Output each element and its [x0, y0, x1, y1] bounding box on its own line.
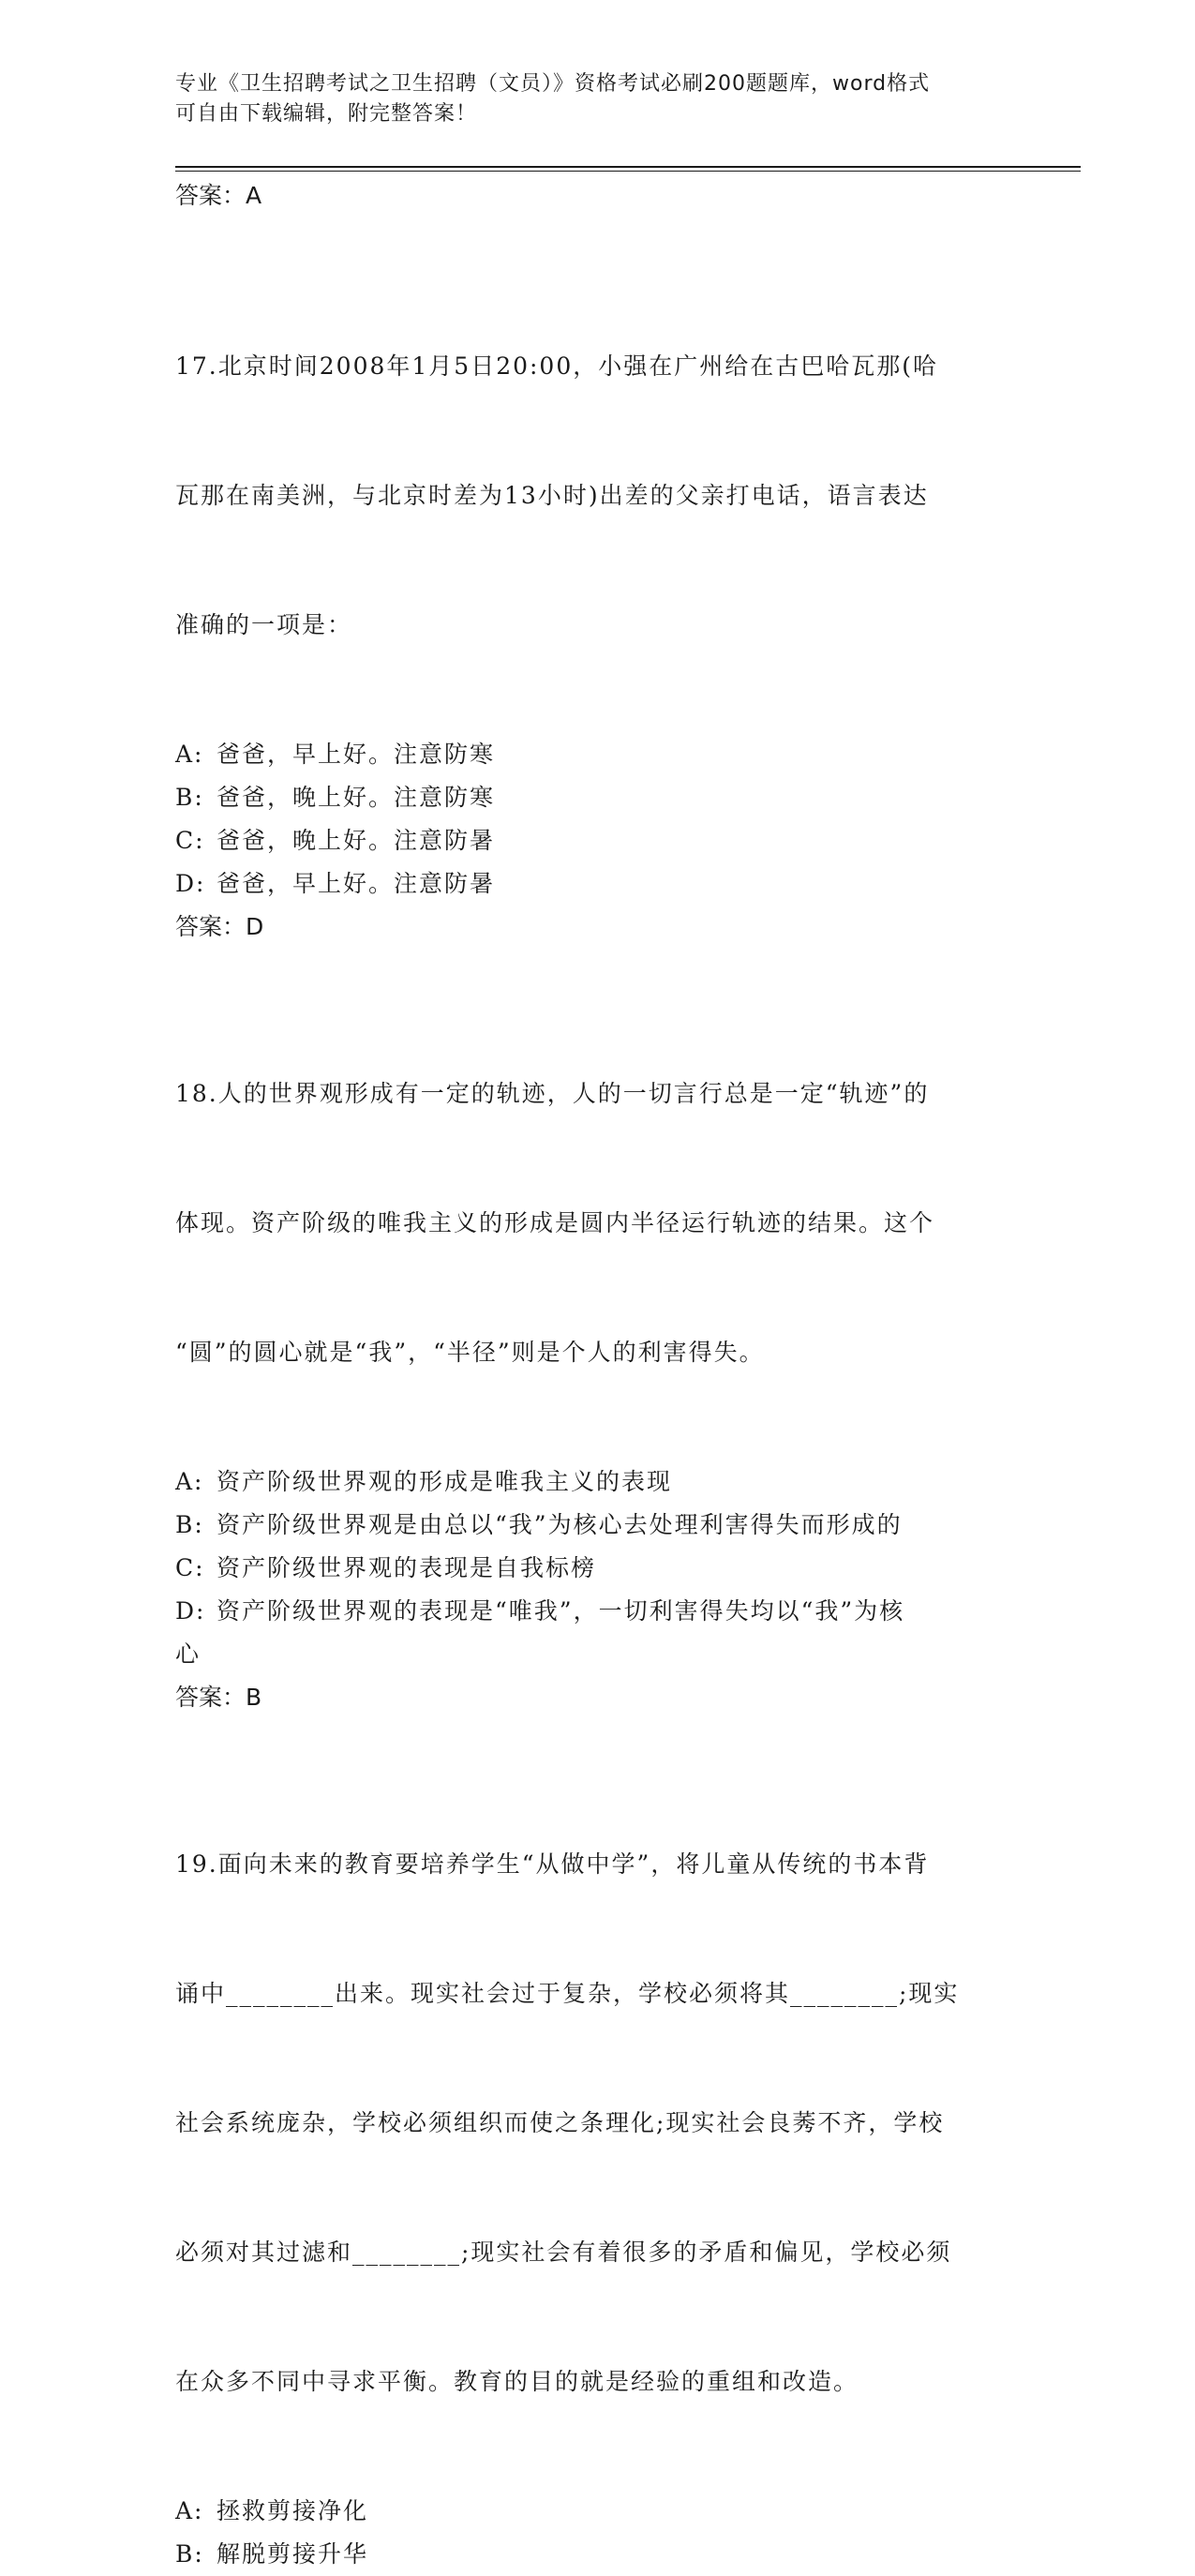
answer: 答案：D	[175, 913, 264, 940]
option-letter: D:	[175, 1597, 206, 1625]
question-text	[175, 1757, 1000, 2490]
option-b	[175, 2533, 1000, 2576]
question-line: 在众多不同中寻求平衡。教育的目的就是经验的重组和改造。	[175, 2368, 859, 2395]
option-text: 爸爸，早上好。注意防暑	[217, 870, 496, 897]
question-line: 17.北京时间2008年1月5日20:00，小强在广州给在古巴哈瓦那(哈	[175, 352, 938, 380]
question-18	[175, 986, 1000, 1719]
option-d-continuation: 心	[175, 1640, 202, 1668]
question-17	[175, 259, 1000, 949]
question-text	[175, 259, 1000, 733]
answer: 答案：B	[175, 1684, 262, 1711]
previous-answer: 答案：A	[175, 182, 262, 209]
question-line: 社会系统庞杂，学校必须组织而使之条理化;现实社会良莠不齐，学校	[175, 2109, 945, 2136]
option-c	[175, 1547, 1000, 1590]
option-letter: D:	[175, 870, 206, 897]
option-letter: A:	[175, 2497, 204, 2524]
header-line-1: 专业《卫生招聘考试之卫生招聘（文员）》资格考试必刷200题题库，word格式	[175, 72, 931, 96]
header-rule-thin	[175, 171, 1081, 172]
option-b	[175, 776, 1000, 819]
option-text: 资产阶级世界观是由总以“我”为核心去处理利害得失而形成的	[217, 1511, 903, 1538]
option-letter: B:	[175, 784, 204, 811]
question-line: 准确的一项是：	[175, 611, 353, 638]
option-letter: A:	[175, 741, 204, 768]
question-line: 瓦那在南美洲，与北京时差为13小时)出差的父亲打电话，语言表达	[175, 482, 929, 509]
document-header	[175, 69, 1000, 129]
question-line: 18.人的世界观形成有一定的轨迹，人的一切言行总是一定“轨迹”的	[175, 1080, 930, 1107]
option-text: 解脱剪接升华	[217, 2540, 369, 2568]
option-letter: B:	[175, 1511, 204, 1538]
option-letter: C:	[175, 827, 205, 854]
option-d	[175, 1590, 1000, 1633]
option-letter: C:	[175, 1554, 205, 1581]
document-body	[175, 174, 1000, 2576]
option-letter: A:	[175, 1468, 204, 1495]
option-a	[175, 1460, 1000, 1504]
option-text: 资产阶级世界观的表现是自我标榜	[217, 1554, 597, 1581]
question-19	[175, 1757, 1000, 2576]
option-text: 资产阶级世界观的形成是唯我主义的表现	[217, 1468, 673, 1495]
question-text	[175, 986, 1000, 1460]
question-line: 必须对其过滤和________;现实社会有着很多的矛盾和偏见，学校必须	[175, 2239, 952, 2266]
option-c	[175, 819, 1000, 862]
option-b	[175, 1504, 1000, 1547]
question-line: 19.面向未来的教育要培养学生“从做中学”，将儿童从传统的书本背	[175, 1850, 930, 1878]
question-line: “圆”的圆心就是“我”，“半径”则是个人的利害得失。	[175, 1339, 765, 1366]
question-line: 诵中________出来。现实社会过于复杂，学校必须将其________;现实	[175, 1980, 960, 2007]
option-text: 爸爸，晚上好。注意防暑	[217, 827, 496, 854]
option-text: 爸爸，晚上好。注意防寒	[217, 784, 496, 811]
option-d	[175, 862, 1000, 906]
option-a	[175, 2490, 1000, 2533]
option-letter: B:	[175, 2540, 204, 2568]
option-text: 资产阶级世界观的表现是“唯我”，一切利害得失均以“我”为核	[217, 1597, 905, 1625]
option-text: 拯救剪接净化	[217, 2497, 369, 2524]
question-line: 体现。资产阶级的唯我主义的形成是圆内半径运行轨迹的结果。这个	[175, 1209, 935, 1236]
option-text: 爸爸，早上好。注意防寒	[217, 741, 496, 768]
header-rule-thick	[175, 166, 1081, 168]
option-a	[175, 733, 1000, 776]
header-line-2: 可自由下载编辑，附完整答案！	[175, 102, 478, 126]
